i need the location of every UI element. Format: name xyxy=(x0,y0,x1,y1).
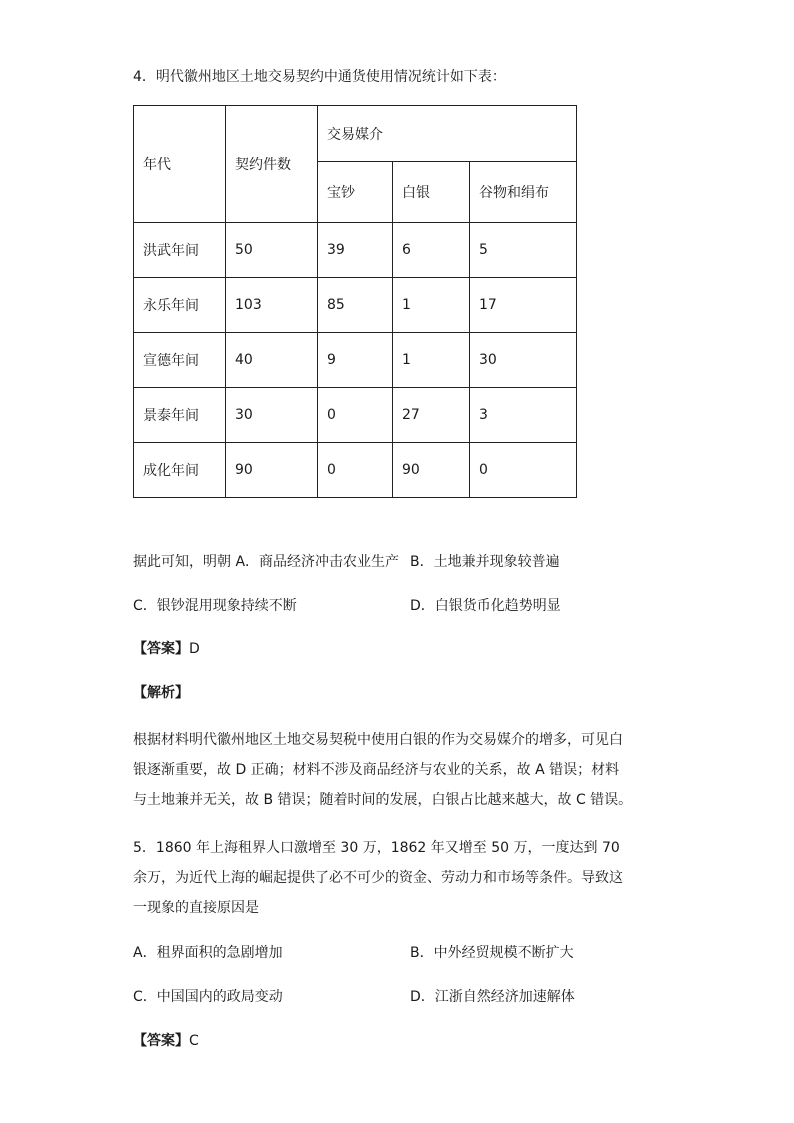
cell-count: 30 xyxy=(226,388,318,443)
cell-baochao: 0 xyxy=(318,388,393,443)
question-4-analysis-label: 【解析】 xyxy=(133,685,189,701)
table-row xyxy=(134,443,577,498)
cell-silver: 1 xyxy=(393,333,470,388)
cell-grain: 30 xyxy=(470,333,577,388)
cell-era: 景泰年间 xyxy=(134,388,226,443)
question-5-option-d: D．江浙自然经济加速解体 xyxy=(410,989,575,1005)
header-contract-count: 契约件数 xyxy=(226,106,318,223)
table-row xyxy=(134,388,577,443)
question-4-answer xyxy=(133,639,200,659)
cell-baochao: 0 xyxy=(318,443,393,498)
question-4-option-c: C．银钞混用现象持续不断 xyxy=(133,598,297,614)
cell-grain: 0 xyxy=(470,443,577,498)
cell-baochao: 85 xyxy=(318,278,393,333)
cell-era: 洪武年间 xyxy=(134,223,226,278)
answer-value: C xyxy=(189,1033,199,1049)
cell-silver: 1 xyxy=(393,278,470,333)
table-row xyxy=(134,278,577,333)
question-4-stem-option-a: 据此可知，明朝 A．商品经济冲击农业生产 xyxy=(133,554,400,570)
cell-era: 宣德年间 xyxy=(134,333,226,388)
question-4-analysis-text: 根据材料明代徽州地区土地交易契税中使用白银的作为交易媒介的增多，可见白银逐渐重要，故 D 正确；材料不涉及商品经济与农业的关系，故 A 错误；材料与土地兼并无关，故 B 错误；随着时间的发展，白银占比越来越大，故 C 错误。 xyxy=(133,732,633,808)
cell-era: 永乐年间 xyxy=(134,278,226,333)
cell-grain: 17 xyxy=(470,278,577,333)
cell-grain: 5 xyxy=(470,223,577,278)
cell-grain: 3 xyxy=(470,388,577,443)
header-trade-medium: 交易媒介 xyxy=(318,106,577,162)
cell-era: 成化年间 xyxy=(134,443,226,498)
question-4-option-b: B．土地兼并现象较普遍 xyxy=(410,554,560,570)
question-5-stem: 5．1860 年上海租界人口激增至 30 万，1862 年又增至 50 万，一度达到 70 余万，为近代上海的崛起提供了必不可少的资金、劳动力和市场等条件。导致这一现象的直接原因是 xyxy=(133,840,623,916)
answer-value: D xyxy=(189,641,200,657)
cell-count: 40 xyxy=(226,333,318,388)
subheader-baochao: 宝钞 xyxy=(318,162,393,223)
cell-count: 50 xyxy=(226,223,318,278)
question-4-title: 4．明代徽州地区土地交易契约中通货使用情况统计如下表： xyxy=(133,69,506,85)
subheader-silver: 白银 xyxy=(393,162,470,223)
cell-silver: 27 xyxy=(393,388,470,443)
cell-baochao: 9 xyxy=(318,333,393,388)
cell-count: 90 xyxy=(226,443,318,498)
question-5-option-a: A．租界面积的急剧增加 xyxy=(133,945,283,961)
subheader-grain-cloth: 谷物和绢布 xyxy=(470,162,577,223)
cell-baochao: 39 xyxy=(318,223,393,278)
header-era: 年代 xyxy=(134,106,226,223)
cell-silver: 90 xyxy=(393,443,470,498)
question-4-option-d: D．白银货币化趋势明显 xyxy=(410,598,561,614)
table-row xyxy=(134,333,577,388)
question-5-answer xyxy=(133,1031,199,1051)
cell-silver: 6 xyxy=(393,223,470,278)
table-row xyxy=(134,223,577,278)
currency-usage-table xyxy=(133,105,577,498)
cell-count: 103 xyxy=(226,278,318,333)
question-5-option-b: B．中外经贸规模不断扩大 xyxy=(410,945,574,961)
question-5-option-c: C．中国国内的政局变动 xyxy=(133,989,283,1005)
answer-label: 【答案】 xyxy=(133,641,189,657)
answer-label: 【答案】 xyxy=(133,1033,189,1049)
